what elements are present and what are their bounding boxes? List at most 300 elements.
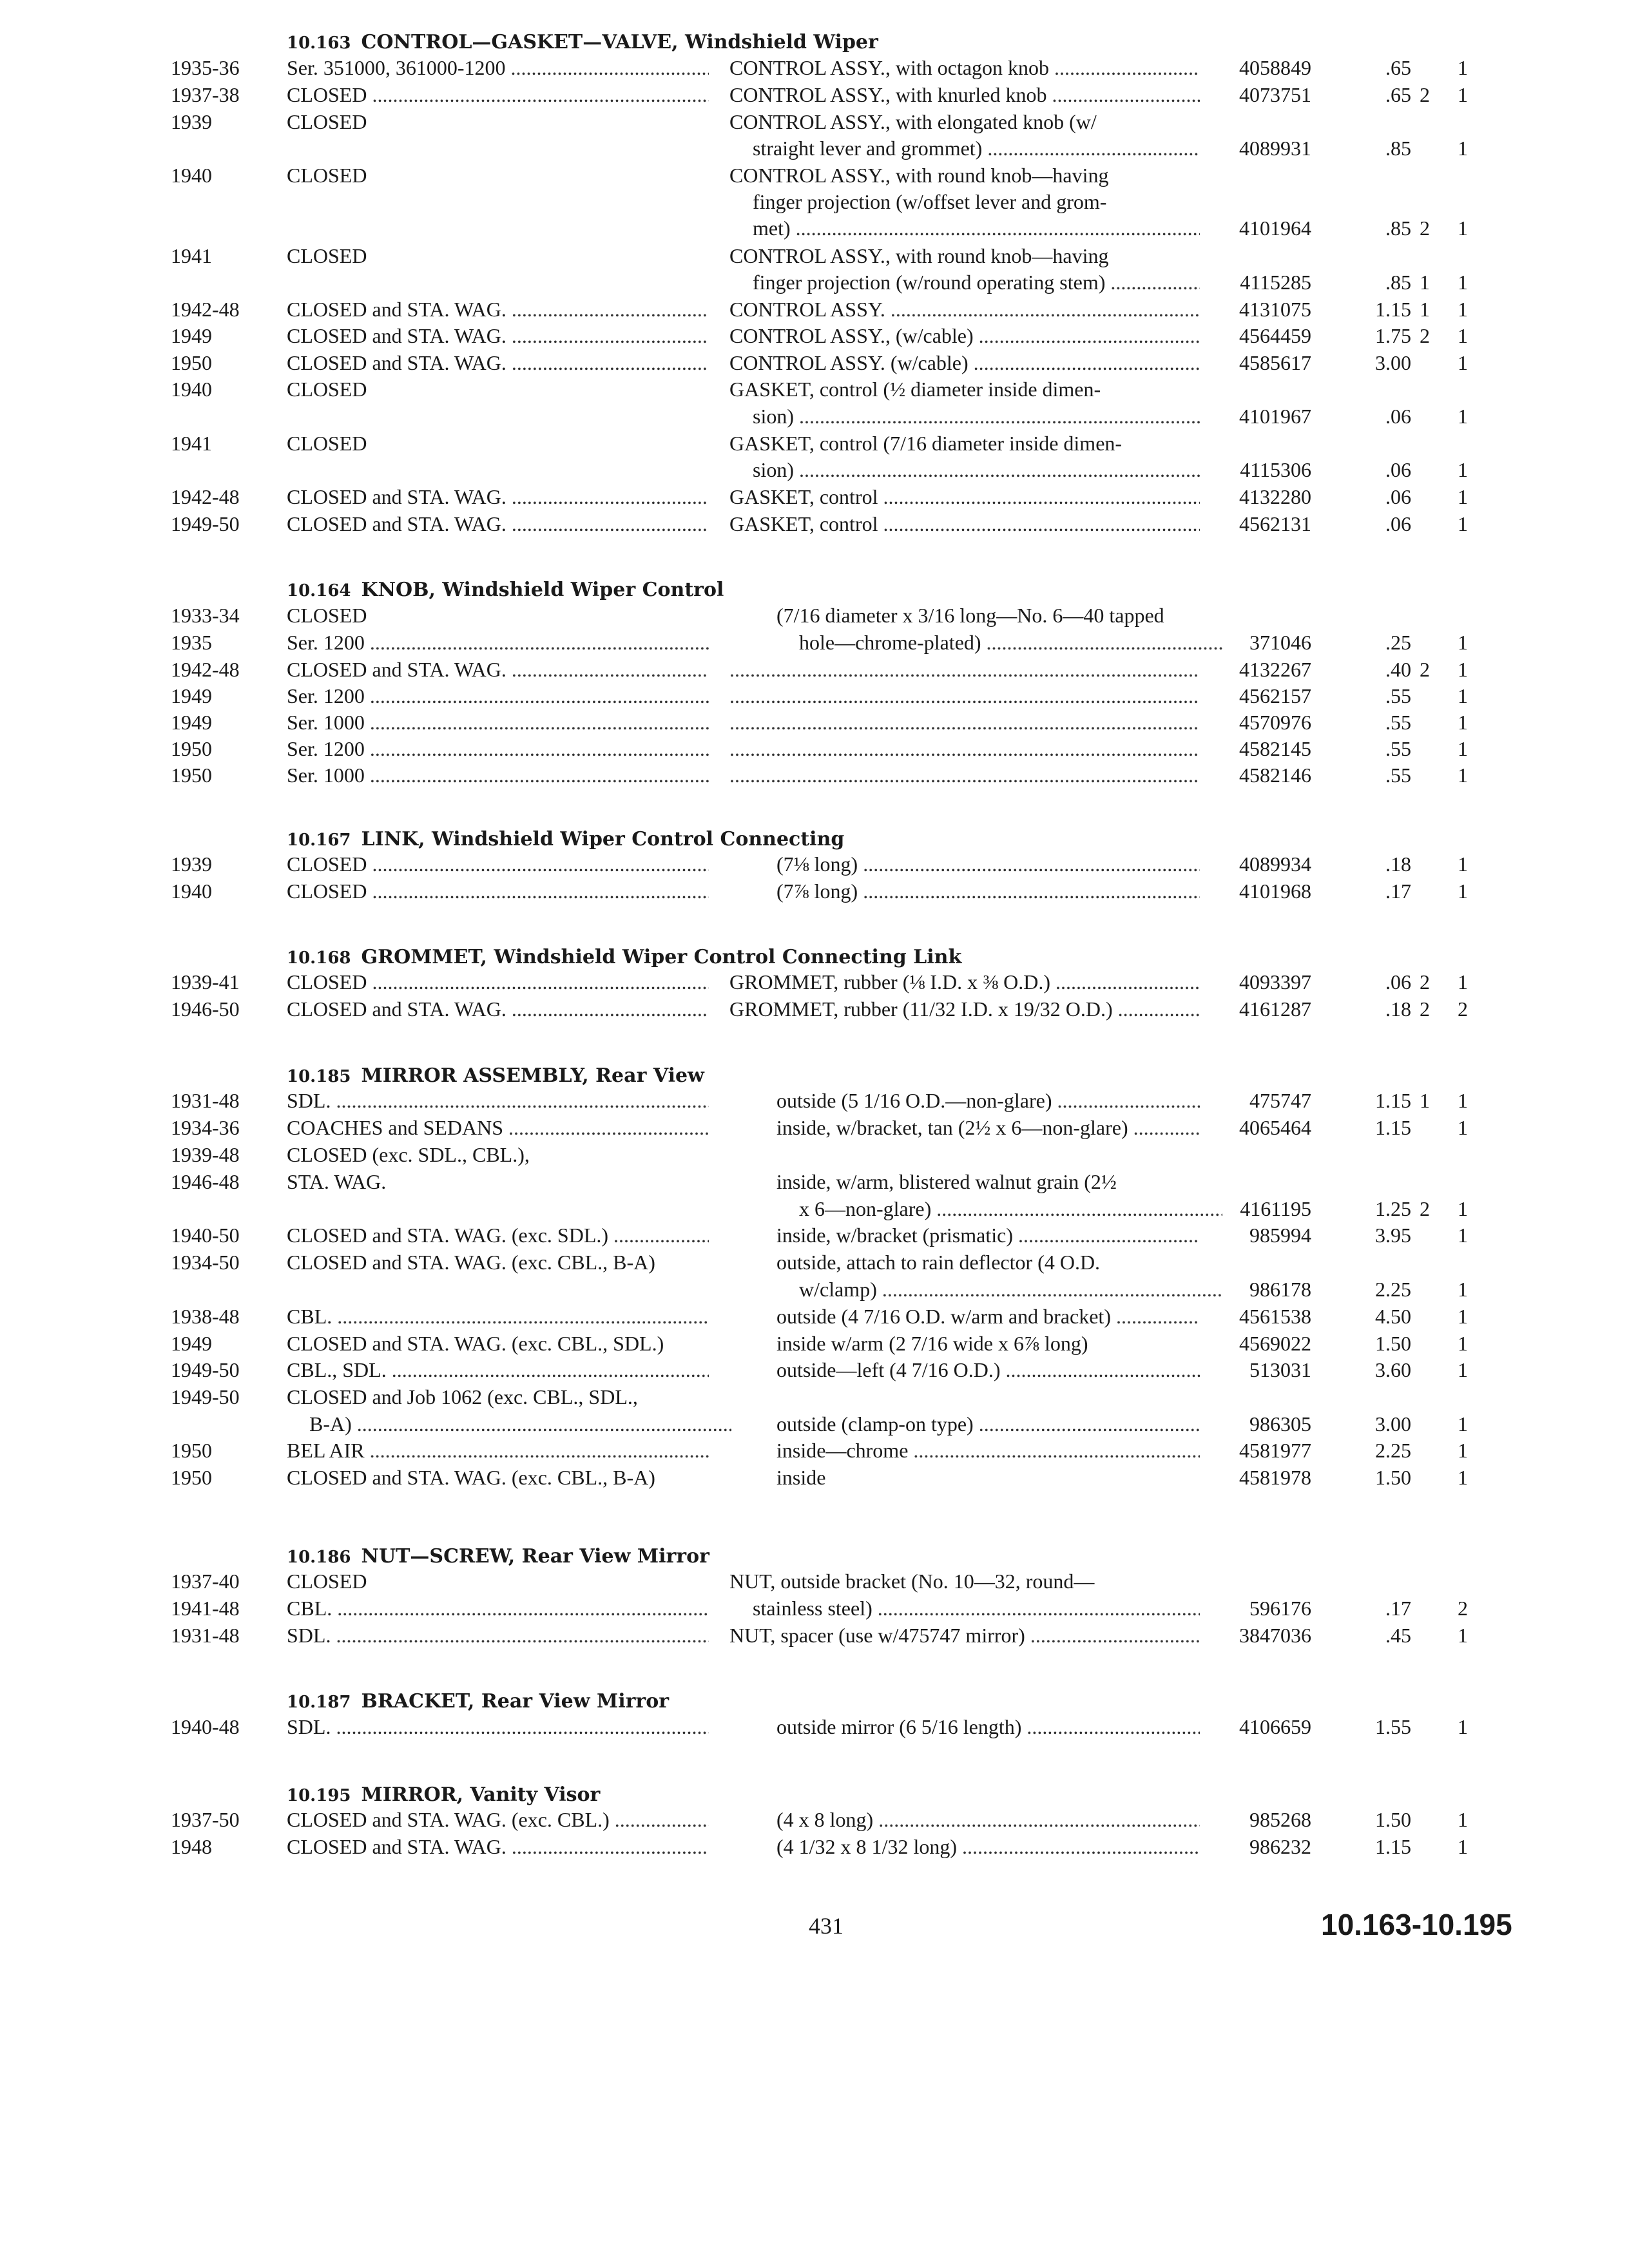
quantity-a: 2 <box>1420 970 1430 994</box>
part-number: 986232 <box>1249 1835 1311 1858</box>
parts-row <box>0 456 1629 483</box>
year-range: 1931-48 <box>171 1089 240 1112</box>
year-range: 1941 <box>171 244 212 267</box>
parts-row <box>0 682 1629 709</box>
quantity-b: 1 <box>1458 684 1468 707</box>
year-range: 1940 <box>171 879 212 903</box>
description-cell: (7⅞ long) ..... <box>776 878 1200 905</box>
quantity-b: 1 <box>1458 458 1468 481</box>
parts-row <box>0 242 1629 269</box>
description-cell: CONTROL ASSY. (w/cable) ..... <box>729 349 1200 376</box>
model-cell: CLOSED <box>287 1570 367 1593</box>
list-price: 1.50 <box>1375 1466 1411 1489</box>
part-number: 4115306 <box>1240 458 1311 481</box>
description-cell: finger projection (w/offset lever and grom- <box>753 190 1107 213</box>
parts-row <box>0 1568 1629 1595</box>
model-cell: CLOSED <box>287 164 367 187</box>
year-range: 1935 <box>171 631 212 654</box>
model-cell: CLOSED and STA. WAG. ..... <box>287 1833 709 1860</box>
description-cell: CONTROL ASSY., (w/cable) ..... <box>729 322 1200 349</box>
parts-row <box>0 81 1629 108</box>
description-cell: straight lever and grommet) ..... <box>753 135 1200 162</box>
parts-row <box>0 629 1629 656</box>
description-cell: outside (4 7/16 O.D. w/arm and bracket) ..... <box>776 1303 1200 1330</box>
description-cell: (7⅛ long) ..... <box>776 850 1200 878</box>
list-price: 3.00 <box>1375 351 1411 374</box>
description-cell: CONTROL ASSY., with round knob—having <box>729 164 1109 187</box>
model-cell: SDL. ..... <box>287 1713 709 1740</box>
list-price: .65 <box>1385 56 1411 79</box>
quantity-a: 1 <box>1420 271 1430 294</box>
list-price: .06 <box>1385 485 1411 508</box>
quantity-b: 1 <box>1458 351 1468 374</box>
list-price: 1.55 <box>1375 1715 1411 1738</box>
part-number: 985994 <box>1249 1224 1311 1247</box>
quantity-b: 1 <box>1458 137 1468 160</box>
parts-row <box>0 1713 1629 1740</box>
quantity-b: 1 <box>1458 1089 1468 1112</box>
part-number: 4161195 <box>1240 1197 1311 1220</box>
year-range: 1942-48 <box>171 658 240 681</box>
part-number: 4101964 <box>1239 216 1311 240</box>
parts-row <box>0 1833 1629 1860</box>
year-range: 1941-48 <box>171 1597 240 1620</box>
list-price: 1.75 <box>1375 324 1411 347</box>
year-range: 1950 <box>171 1439 212 1462</box>
description-cell <box>729 656 1200 683</box>
description-cell: CONTROL ASSY. ..... <box>729 296 1200 323</box>
parts-row <box>0 1195 1629 1222</box>
parts-row <box>0 188 1629 215</box>
model-cell: CLOSED <box>287 244 367 267</box>
description-cell: inside w/arm (2 7/16 wide x 6⅞ long) <box>776 1332 1088 1355</box>
model-cell: Ser. 351000, 361000-1200 ..... <box>287 54 709 81</box>
model-cell: CLOSED and STA. WAG. ..... <box>287 349 709 376</box>
description-cell: hole—chrome-plated) ..... <box>799 629 1222 656</box>
model-cell: CLOSED and STA. WAG. ..... <box>287 656 709 683</box>
list-price: 2.25 <box>1375 1439 1411 1462</box>
quantity-b: 2 <box>1458 997 1468 1021</box>
list-price: .55 <box>1385 764 1411 787</box>
model-cell: SDL. ..... <box>287 1087 709 1114</box>
quantity-a: 1 <box>1420 298 1430 321</box>
description-cell: GASKET, control ..... <box>729 510 1200 537</box>
description-cell: finger projection (w/round operating stem) ..... <box>753 269 1200 296</box>
description-cell <box>729 735 1200 762</box>
year-range: 1937-38 <box>171 83 240 106</box>
quantity-b: 1 <box>1458 1808 1468 1831</box>
model-cell: Ser. 1000 ..... <box>287 709 709 736</box>
parts-row <box>0 1222 1629 1249</box>
list-price: 1.25 <box>1375 1197 1411 1220</box>
quantity-b: 1 <box>1458 737 1468 760</box>
section-heading <box>287 1064 704 1087</box>
model-cell: B-A) ..... <box>309 1410 731 1437</box>
list-price: .45 <box>1385 1624 1411 1647</box>
model-cell: CLOSED and STA. WAG. (exc. SDL.) ..... <box>287 1222 709 1249</box>
list-price: .85 <box>1385 216 1411 240</box>
year-range: 1940-50 <box>171 1224 240 1247</box>
parts-row <box>0 1806 1629 1833</box>
description-cell: sion) ..... <box>753 456 1200 483</box>
description-cell: outside (clamp-on type) ..... <box>776 1410 1200 1437</box>
model-cell: CLOSED (exc. SDL., CBL.), <box>287 1143 530 1166</box>
quantity-b: 1 <box>1458 485 1468 508</box>
description-cell: inside, w/bracket (prismatic) ..... <box>776 1222 1200 1249</box>
model-cell: CLOSED <box>287 378 367 401</box>
list-price: 4.50 <box>1375 1305 1411 1328</box>
year-range: 1942-48 <box>171 298 240 321</box>
section-heading <box>287 1783 600 1806</box>
part-number: 4581978 <box>1239 1466 1311 1489</box>
list-price: .85 <box>1385 271 1411 294</box>
quantity-b: 1 <box>1458 711 1468 734</box>
description-cell: stainless steel) ..... <box>753 1595 1200 1622</box>
parts-row <box>0 510 1629 537</box>
quantity-a: 2 <box>1420 83 1430 106</box>
part-number: 4564459 <box>1239 324 1311 347</box>
parts-row <box>0 54 1629 81</box>
model-cell: CLOSED and STA. WAG. (exc. CBL., SDL.) <box>287 1332 664 1355</box>
year-range: 1938-48 <box>171 1305 240 1328</box>
part-number: 4569022 <box>1239 1332 1311 1355</box>
description-cell: GASKET, control (½ diameter inside dimen- <box>729 378 1101 401</box>
year-range: 1934-50 <box>171 1251 240 1274</box>
part-number: 371046 <box>1249 631 1311 654</box>
section-number: 10.185 <box>287 1067 351 1086</box>
description-cell: outside (5 1/16 O.D.—non-glare) ..... <box>776 1087 1200 1114</box>
year-range: 1948 <box>171 1835 212 1858</box>
parts-row <box>0 135 1629 162</box>
quantity-b: 1 <box>1458 1439 1468 1462</box>
parts-row <box>0 1087 1629 1114</box>
description-cell: GASKET, control ..... <box>729 483 1200 510</box>
quantity-a: 2 <box>1420 324 1430 347</box>
section-number: 10.163 <box>287 34 351 53</box>
section-number: 10.186 <box>287 1548 351 1567</box>
parts-row <box>0 483 1629 510</box>
list-price: .17 <box>1385 1597 1411 1620</box>
parts-row <box>0 349 1629 376</box>
parts-row <box>0 1595 1629 1622</box>
list-price: 3.60 <box>1375 1358 1411 1381</box>
parts-row <box>0 108 1629 135</box>
model-cell: Ser. 1200 ..... <box>287 735 709 762</box>
part-number: 4582145 <box>1239 737 1311 760</box>
quantity-b: 2 <box>1458 1597 1468 1620</box>
description-cell: (4 x 8 long) ..... <box>776 1806 1200 1833</box>
quantity-b: 1 <box>1458 56 1468 79</box>
year-range: 1950 <box>171 351 212 374</box>
section-heading <box>287 828 844 850</box>
quantity-b: 1 <box>1458 658 1468 681</box>
description-cell: GROMMET, rubber (⅛ I.D. x ⅜ O.D.) ..... <box>729 968 1200 995</box>
description-cell: (4 1/32 x 8 1/32 long) ..... <box>776 1833 1200 1860</box>
model-cell: CLOSED and STA. WAG. (exc. CBL.) ..... <box>287 1806 709 1833</box>
part-number: 985268 <box>1249 1808 1311 1831</box>
description-cell <box>729 709 1200 736</box>
part-number: 596176 <box>1249 1597 1311 1620</box>
parts-row <box>0 602 1629 629</box>
year-range: 1940 <box>171 378 212 401</box>
part-number: 4101967 <box>1239 405 1311 428</box>
section-title: NUT—SCREW, Rear View Mirror <box>361 1545 709 1568</box>
model-cell: CLOSED and STA. WAG. (exc. CBL., B-A) <box>287 1466 655 1489</box>
parts-row <box>0 403 1629 430</box>
year-range: 1935-36 <box>171 56 240 79</box>
quantity-b: 1 <box>1458 1197 1468 1220</box>
description-cell: w/clamp) ..... <box>799 1276 1222 1303</box>
list-price: .85 <box>1385 137 1411 160</box>
part-number: 4115285 <box>1240 271 1311 294</box>
description-cell: CONTROL ASSY., with octagon knob ..... <box>729 54 1200 81</box>
year-range: 1940-48 <box>171 1715 240 1738</box>
model-cell: CLOSED and STA. WAG. ..... <box>287 995 709 1023</box>
quantity-b: 1 <box>1458 1835 1468 1858</box>
model-cell: Ser. 1000 ..... <box>287 762 709 789</box>
section-number: 10.164 <box>287 581 351 601</box>
list-price: .18 <box>1385 852 1411 876</box>
section-range-label: 10.163-10.195 <box>1321 1908 1512 1941</box>
parts-row <box>0 162 1629 189</box>
part-number: 4089931 <box>1239 137 1311 160</box>
quantity-b: 1 <box>1458 1332 1468 1355</box>
model-cell: CLOSED and STA. WAG. ..... <box>287 483 709 510</box>
quantity-a: 2 <box>1420 997 1430 1021</box>
year-range: 1933-34 <box>171 604 240 627</box>
part-number: 4073751 <box>1239 83 1311 106</box>
quantity-b: 1 <box>1458 1116 1468 1139</box>
part-number: 4161287 <box>1239 997 1311 1021</box>
parts-row <box>0 296 1629 323</box>
parts-row <box>0 430 1629 457</box>
list-price: 1.15 <box>1375 1116 1411 1139</box>
parts-row <box>0 215 1629 242</box>
year-range: 1934-36 <box>171 1116 240 1139</box>
year-range: 1949-50 <box>171 512 240 535</box>
part-number: 4562131 <box>1239 512 1311 535</box>
year-range: 1949 <box>171 684 212 707</box>
year-range: 1939 <box>171 852 212 876</box>
list-price: .06 <box>1385 405 1411 428</box>
description-cell: CONTROL ASSY., with elongated knob (w/ <box>729 110 1097 133</box>
year-range: 1950 <box>171 1466 212 1489</box>
parts-row <box>0 1383 1629 1410</box>
section-number: 10.195 <box>287 1786 351 1805</box>
list-price: 2.25 <box>1375 1278 1411 1301</box>
model-cell: CLOSED and STA. WAG. (exc. CBL., B-A) <box>287 1251 655 1274</box>
quantity-b: 1 <box>1458 1358 1468 1381</box>
model-cell: Ser. 1200 ..... <box>287 629 709 656</box>
model-cell: CLOSED and STA. WAG. ..... <box>287 296 709 323</box>
list-price: 1.15 <box>1375 298 1411 321</box>
list-price: 1.50 <box>1375 1808 1411 1831</box>
model-cell: STA. WAG. <box>287 1170 387 1193</box>
section-heading <box>287 31 878 53</box>
parts-row <box>0 322 1629 349</box>
year-range: 1939-41 <box>171 970 240 994</box>
year-range: 1949-50 <box>171 1358 240 1381</box>
section-number: 10.168 <box>287 948 351 968</box>
part-number: 4582146 <box>1239 764 1311 787</box>
model-cell: CBL. ..... <box>287 1303 709 1330</box>
year-range: 1940 <box>171 164 212 187</box>
parts-row <box>0 1114 1629 1141</box>
part-number: 986178 <box>1249 1278 1311 1301</box>
description-cell: inside—chrome ..... <box>776 1437 1200 1464</box>
quantity-b: 1 <box>1458 512 1468 535</box>
description-cell: sion) ..... <box>753 403 1200 430</box>
model-cell: CLOSED and STA. WAG. ..... <box>287 510 709 537</box>
quantity-b: 1 <box>1458 1224 1468 1247</box>
model-cell: CLOSED <box>287 604 367 627</box>
parts-row <box>0 995 1629 1023</box>
quantity-b: 1 <box>1458 764 1468 787</box>
description-cell: inside, w/arm, blistered walnut grain (2½ <box>776 1170 1117 1193</box>
model-cell: COACHES and SEDANS ..... <box>287 1114 709 1141</box>
list-price: .17 <box>1385 879 1411 903</box>
parts-row <box>0 1276 1629 1303</box>
quantity-b: 1 <box>1458 405 1468 428</box>
section-number: 10.187 <box>287 1693 351 1712</box>
part-number: 4581977 <box>1239 1439 1311 1462</box>
quantity-b: 1 <box>1458 216 1468 240</box>
list-price: 1.50 <box>1375 1332 1411 1355</box>
description-cell: (7/16 diameter x 3/16 long—No. 6—40 tapped <box>776 604 1164 627</box>
parts-row <box>0 1141 1629 1168</box>
year-range: 1949 <box>171 711 212 734</box>
quantity-b: 1 <box>1458 1278 1468 1301</box>
list-price: .55 <box>1385 737 1411 760</box>
year-range: 1946-48 <box>171 1170 240 1193</box>
section-heading <box>287 946 961 968</box>
quantity-a: 1 <box>1420 1089 1430 1112</box>
parts-row <box>0 709 1629 736</box>
description-cell: outside, attach to rain deflector (4 O.D. <box>776 1251 1101 1274</box>
section-title: GROMMET, Windshield Wiper Control Connecting Link <box>361 946 962 968</box>
list-price: .06 <box>1385 970 1411 994</box>
year-range: 1939 <box>171 110 212 133</box>
model-cell: CLOSED <box>287 110 367 133</box>
quantity-b: 1 <box>1458 298 1468 321</box>
year-range: 1949 <box>171 324 212 347</box>
part-number: 4058849 <box>1239 56 1311 79</box>
section-number: 10.167 <box>287 831 351 850</box>
year-range: 1939-48 <box>171 1143 240 1166</box>
part-number: 475747 <box>1249 1089 1311 1112</box>
list-price: .40 <box>1385 658 1411 681</box>
part-number: 4562157 <box>1239 684 1311 707</box>
year-range: 1941 <box>171 432 212 455</box>
list-price: .55 <box>1385 684 1411 707</box>
part-number: 4101968 <box>1239 879 1311 903</box>
parts-row <box>0 656 1629 683</box>
parts-row <box>0 1622 1629 1649</box>
section-title: KNOB, Windshield Wiper Control <box>361 579 724 601</box>
description-cell <box>729 682 1200 709</box>
section-title: MIRROR ASSEMBLY, Rear View <box>361 1064 704 1087</box>
model-cell: CLOSED ..... <box>287 850 709 878</box>
quantity-b: 1 <box>1458 324 1468 347</box>
section-title: LINK, Windshield Wiper Control Connecting <box>361 828 845 850</box>
part-number: 4561538 <box>1239 1305 1311 1328</box>
section-title: CONTROL—GASKET—VALVE, Windshield Wiper <box>361 31 878 53</box>
list-price: 3.95 <box>1375 1224 1411 1247</box>
list-price: 1.15 <box>1375 1835 1411 1858</box>
part-number: 4089934 <box>1239 852 1311 876</box>
quantity-b: 1 <box>1458 1624 1468 1647</box>
year-range: 1937-40 <box>171 1570 240 1593</box>
model-cell: CLOSED and Job 1062 (exc. CBL., SDL., <box>287 1385 638 1408</box>
list-price: 3.00 <box>1375 1412 1411 1436</box>
description-cell: inside, w/bracket, tan (2½ x 6—non-glare) ..... <box>776 1114 1200 1141</box>
year-range: 1931-48 <box>171 1624 240 1647</box>
parts-row <box>0 1303 1629 1330</box>
part-number: 4065464 <box>1239 1116 1311 1139</box>
model-cell: CLOSED ..... <box>287 878 709 905</box>
parts-row <box>0 269 1629 296</box>
quantity-b: 1 <box>1458 970 1468 994</box>
parts-row <box>0 1330 1629 1357</box>
parts-row <box>0 762 1629 789</box>
quantity-a: 2 <box>1420 216 1430 240</box>
parts-row <box>0 1410 1629 1437</box>
description-cell: outside—left (4 7/16 O.D.) ..... <box>776 1356 1200 1383</box>
description-cell <box>729 762 1200 789</box>
quantity-b: 1 <box>1458 631 1468 654</box>
quantity-b: 1 <box>1458 852 1468 876</box>
model-cell: CBL., SDL. ..... <box>287 1356 709 1383</box>
description-cell: CONTROL ASSY., with knurled knob ..... <box>729 81 1200 108</box>
part-number: 986305 <box>1249 1412 1311 1436</box>
parts-row <box>0 968 1629 995</box>
description-cell: NUT, spacer (use w/475747 mirror) ..... <box>729 1622 1200 1649</box>
quantity-a: 2 <box>1420 658 1430 681</box>
description-cell: outside mirror (6 5/16 length) ..... <box>776 1713 1200 1740</box>
year-range: 1950 <box>171 764 212 787</box>
list-price: .65 <box>1385 83 1411 106</box>
section-heading <box>287 579 724 601</box>
parts-row <box>0 878 1629 905</box>
part-number: 4131075 <box>1239 298 1311 321</box>
part-number: 4132267 <box>1239 658 1311 681</box>
list-price: .06 <box>1385 512 1411 535</box>
description-cell: GASKET, control (7/16 diameter inside dimen- <box>729 432 1123 455</box>
list-price: 1.15 <box>1375 1089 1411 1112</box>
parts-row <box>0 735 1629 762</box>
year-range: 1942-48 <box>171 485 240 508</box>
parts-row <box>0 1356 1629 1383</box>
model-cell: CLOSED ..... <box>287 81 709 108</box>
year-range: 1950 <box>171 737 212 760</box>
quantity-a: 2 <box>1420 1197 1430 1220</box>
year-range: 1949-50 <box>171 1385 240 1408</box>
part-number: 4585617 <box>1239 351 1311 374</box>
model-cell: CLOSED <box>287 432 367 455</box>
part-number: 3847036 <box>1239 1624 1311 1647</box>
description-cell: x 6—non-glare) ..... <box>799 1195 1222 1222</box>
list-price: .06 <box>1385 458 1411 481</box>
model-cell: CLOSED ..... <box>287 968 709 995</box>
part-number: 4106659 <box>1239 1715 1311 1738</box>
list-price: .25 <box>1385 631 1411 654</box>
part-number: 4570976 <box>1239 711 1311 734</box>
description-cell: met) ..... <box>753 215 1200 242</box>
part-number: 4132280 <box>1239 485 1311 508</box>
quantity-b: 1 <box>1458 83 1468 106</box>
quantity-b: 1 <box>1458 271 1468 294</box>
page-number: 431 <box>809 1913 843 1939</box>
